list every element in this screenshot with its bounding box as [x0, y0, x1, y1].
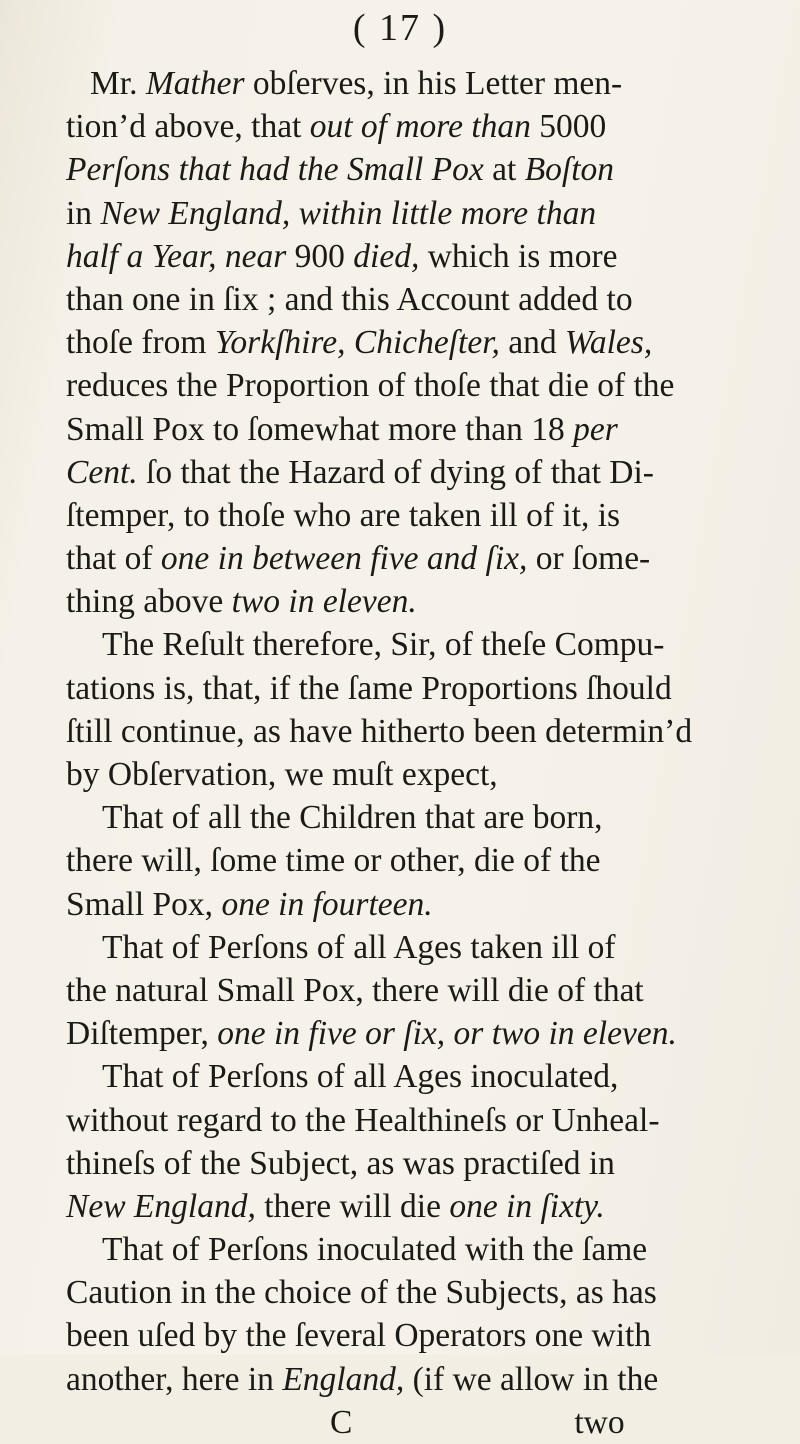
- text-run: in: [66, 194, 101, 232]
- italic-text-run: Wales,: [565, 324, 653, 362]
- text-run: ſtill continue, as have hitherto been determin’d: [66, 712, 693, 750]
- italic-text-run: Boſton: [524, 151, 615, 189]
- text-line: [66, 192, 768, 235]
- text-line: [66, 710, 768, 753]
- text-body: [66, 62, 768, 1444]
- text-line: [66, 623, 768, 666]
- text-line: [66, 235, 768, 278]
- text-line: [66, 883, 768, 926]
- text-run: been uſed by the ſeveral Operators one with: [66, 1317, 652, 1355]
- text-line: [66, 1142, 768, 1185]
- page-number: ( 17 ): [352, 7, 448, 49]
- text-line: [66, 62, 768, 105]
- text-line: [66, 839, 768, 882]
- text-run: The Reſult therefore, Sir, of theſe Compu-: [102, 626, 665, 664]
- italic-text-run: New England, within little more than: [100, 194, 597, 232]
- text-line: [66, 148, 768, 191]
- text-line: [66, 926, 768, 969]
- italic-text-run: Mather: [145, 65, 245, 102]
- text-run: Small Pox to ſomewhat more than 18: [66, 410, 574, 448]
- text-line: [66, 796, 768, 839]
- italic-text-run: out of more than: [309, 108, 531, 146]
- text-run: there will die: [255, 1187, 450, 1225]
- text-run: ſtemper, to thoſe who are taken ill of it, is: [66, 496, 621, 534]
- text-line: [66, 105, 768, 148]
- text-run: thing above: [66, 583, 232, 621]
- text-line: [66, 321, 768, 364]
- text-run: Caution in the choice of the Subjects, as has: [66, 1274, 657, 1312]
- italic-text-run: died,: [353, 237, 420, 275]
- text-line: [66, 278, 768, 321]
- text-line: [66, 537, 768, 580]
- text-run: Small Pox,: [66, 885, 222, 923]
- footer-line: [66, 1401, 768, 1444]
- text-run: or ſome-: [527, 540, 651, 578]
- text-run: (if we allow in the: [404, 1360, 659, 1398]
- text-run: thoſe from: [66, 324, 215, 362]
- text-run: That of Perſons of all Ages inoculated,: [102, 1058, 619, 1096]
- text-run: and: [499, 324, 566, 362]
- text-line: [66, 753, 768, 796]
- text-run: That of all the Children that are born,: [102, 799, 603, 837]
- italic-text-run: one in between five and ſix,: [160, 540, 528, 578]
- italic-text-run: two in eleven.: [231, 583, 417, 621]
- text-run: than one in ſix ; and this Account added to: [66, 280, 633, 318]
- text-line: [66, 1271, 768, 1314]
- text-run: without regard to the Healthineſs or Unheal-: [66, 1101, 660, 1139]
- text-line: [66, 408, 768, 451]
- text-run: 5000: [530, 108, 607, 146]
- text-run: tion’d above, that: [66, 108, 310, 146]
- italic-text-run: one in ſixty.: [449, 1187, 605, 1225]
- text-line: [66, 1228, 768, 1271]
- text-line: [66, 580, 768, 623]
- text-line: [66, 494, 768, 537]
- text-line: [66, 1314, 768, 1357]
- text-line: [66, 969, 768, 1012]
- text-run: reduces the Proportion of thoſe that die of the: [66, 367, 675, 405]
- catchword: two: [574, 1403, 625, 1441]
- text-run: which is more: [419, 237, 618, 275]
- italic-text-run: Perſons that had the Small Pox: [66, 151, 484, 189]
- text-run: obſerves, in his Letter men-: [244, 65, 623, 102]
- text-line: [66, 1012, 768, 1055]
- text-run: there will, ſome time or other, die of the: [66, 842, 601, 880]
- text-line: [66, 1055, 768, 1098]
- italic-text-run: Yorkſhire, Chicheſter,: [214, 324, 500, 362]
- italic-text-run: half a Year, near: [66, 237, 287, 275]
- text-run: tations is, that, if the ſame Proportions ſhould: [66, 669, 672, 707]
- text-line: [66, 451, 768, 494]
- text-run: 900: [286, 237, 354, 275]
- signature-mark: C: [330, 1403, 353, 1441]
- text-run: at: [483, 151, 525, 189]
- text-run: That of Perſons of all Ages taken ill of: [102, 928, 616, 966]
- italic-text-run: per: [573, 410, 618, 448]
- text-run: by Obſervation, we muſt expect,: [66, 756, 498, 793]
- text-line: [66, 667, 768, 710]
- italic-text-run: New England,: [66, 1187, 256, 1225]
- text-run: Mr.: [90, 65, 146, 102]
- text-run: that of: [66, 540, 161, 578]
- text-run: thineſs of the Subject, as was practiſed in: [66, 1144, 615, 1182]
- text-run: That of Perſons inoculated with the ſame: [102, 1231, 648, 1269]
- italic-text-run: one in fourteen.: [221, 885, 433, 923]
- italic-text-run: England,: [282, 1360, 405, 1398]
- text-line: [66, 364, 768, 407]
- text-line: [66, 1099, 768, 1142]
- text-line: [66, 1185, 768, 1228]
- italic-text-run: Cent.: [66, 453, 138, 491]
- text-run: ſo that the Hazard of dying of that Di-: [137, 453, 654, 491]
- text-run: Diſtemper,: [66, 1015, 218, 1053]
- text-line: [66, 1358, 768, 1401]
- italic-text-run: one in five or ſix, or two in eleven.: [217, 1015, 677, 1053]
- text-run: another, here in: [66, 1360, 283, 1398]
- text-run: the natural Small Pox, there will die of that: [66, 971, 644, 1009]
